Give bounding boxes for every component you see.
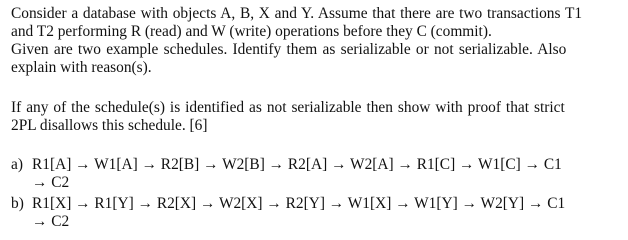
schedule-b-sequence-end: → C2 <box>32 213 70 230</box>
schedule-b-continuation <box>11 213 69 231</box>
schedule-a-label: a) <box>11 156 23 173</box>
schedule-b-sequence: R1[X] → R1[Y] → R2[X] → W2[X] → R2[Y] → W1[X] → W1[Y] → W2[Y] → C1 <box>32 195 566 212</box>
schedule-b-label: b) <box>11 195 24 212</box>
schedule-a <box>11 156 562 174</box>
intro-line-4: explain with reason(s). <box>11 59 152 76</box>
intro-line-2: and T2 performing R (read) and W (write) operations before they C (commit). <box>11 23 492 40</box>
schedule-a-continuation <box>11 174 69 192</box>
instruction-line-2: 2PL disallows this schedule. [6] <box>11 117 208 134</box>
schedule-a-sequence-end: → C2 <box>32 174 70 191</box>
instruction-line-1: If any of the schedule(s) is identified as not serializable then show with proof that strict <box>11 99 565 116</box>
intro-line-3: Given are two example schedules. Identify them as serializable or not serializable. Also <box>11 41 567 58</box>
schedule-a-sequence: R1[A] → W1[A] → R2[B] → W2[B] → R2[A] → W2[A] → R1[C] → W1[C] → C1 <box>32 156 562 173</box>
schedule-b <box>11 195 565 213</box>
intro-line-1: Consider a database with objects A, B, X and Y. Assume that there are two transactions T1 <box>11 5 583 22</box>
